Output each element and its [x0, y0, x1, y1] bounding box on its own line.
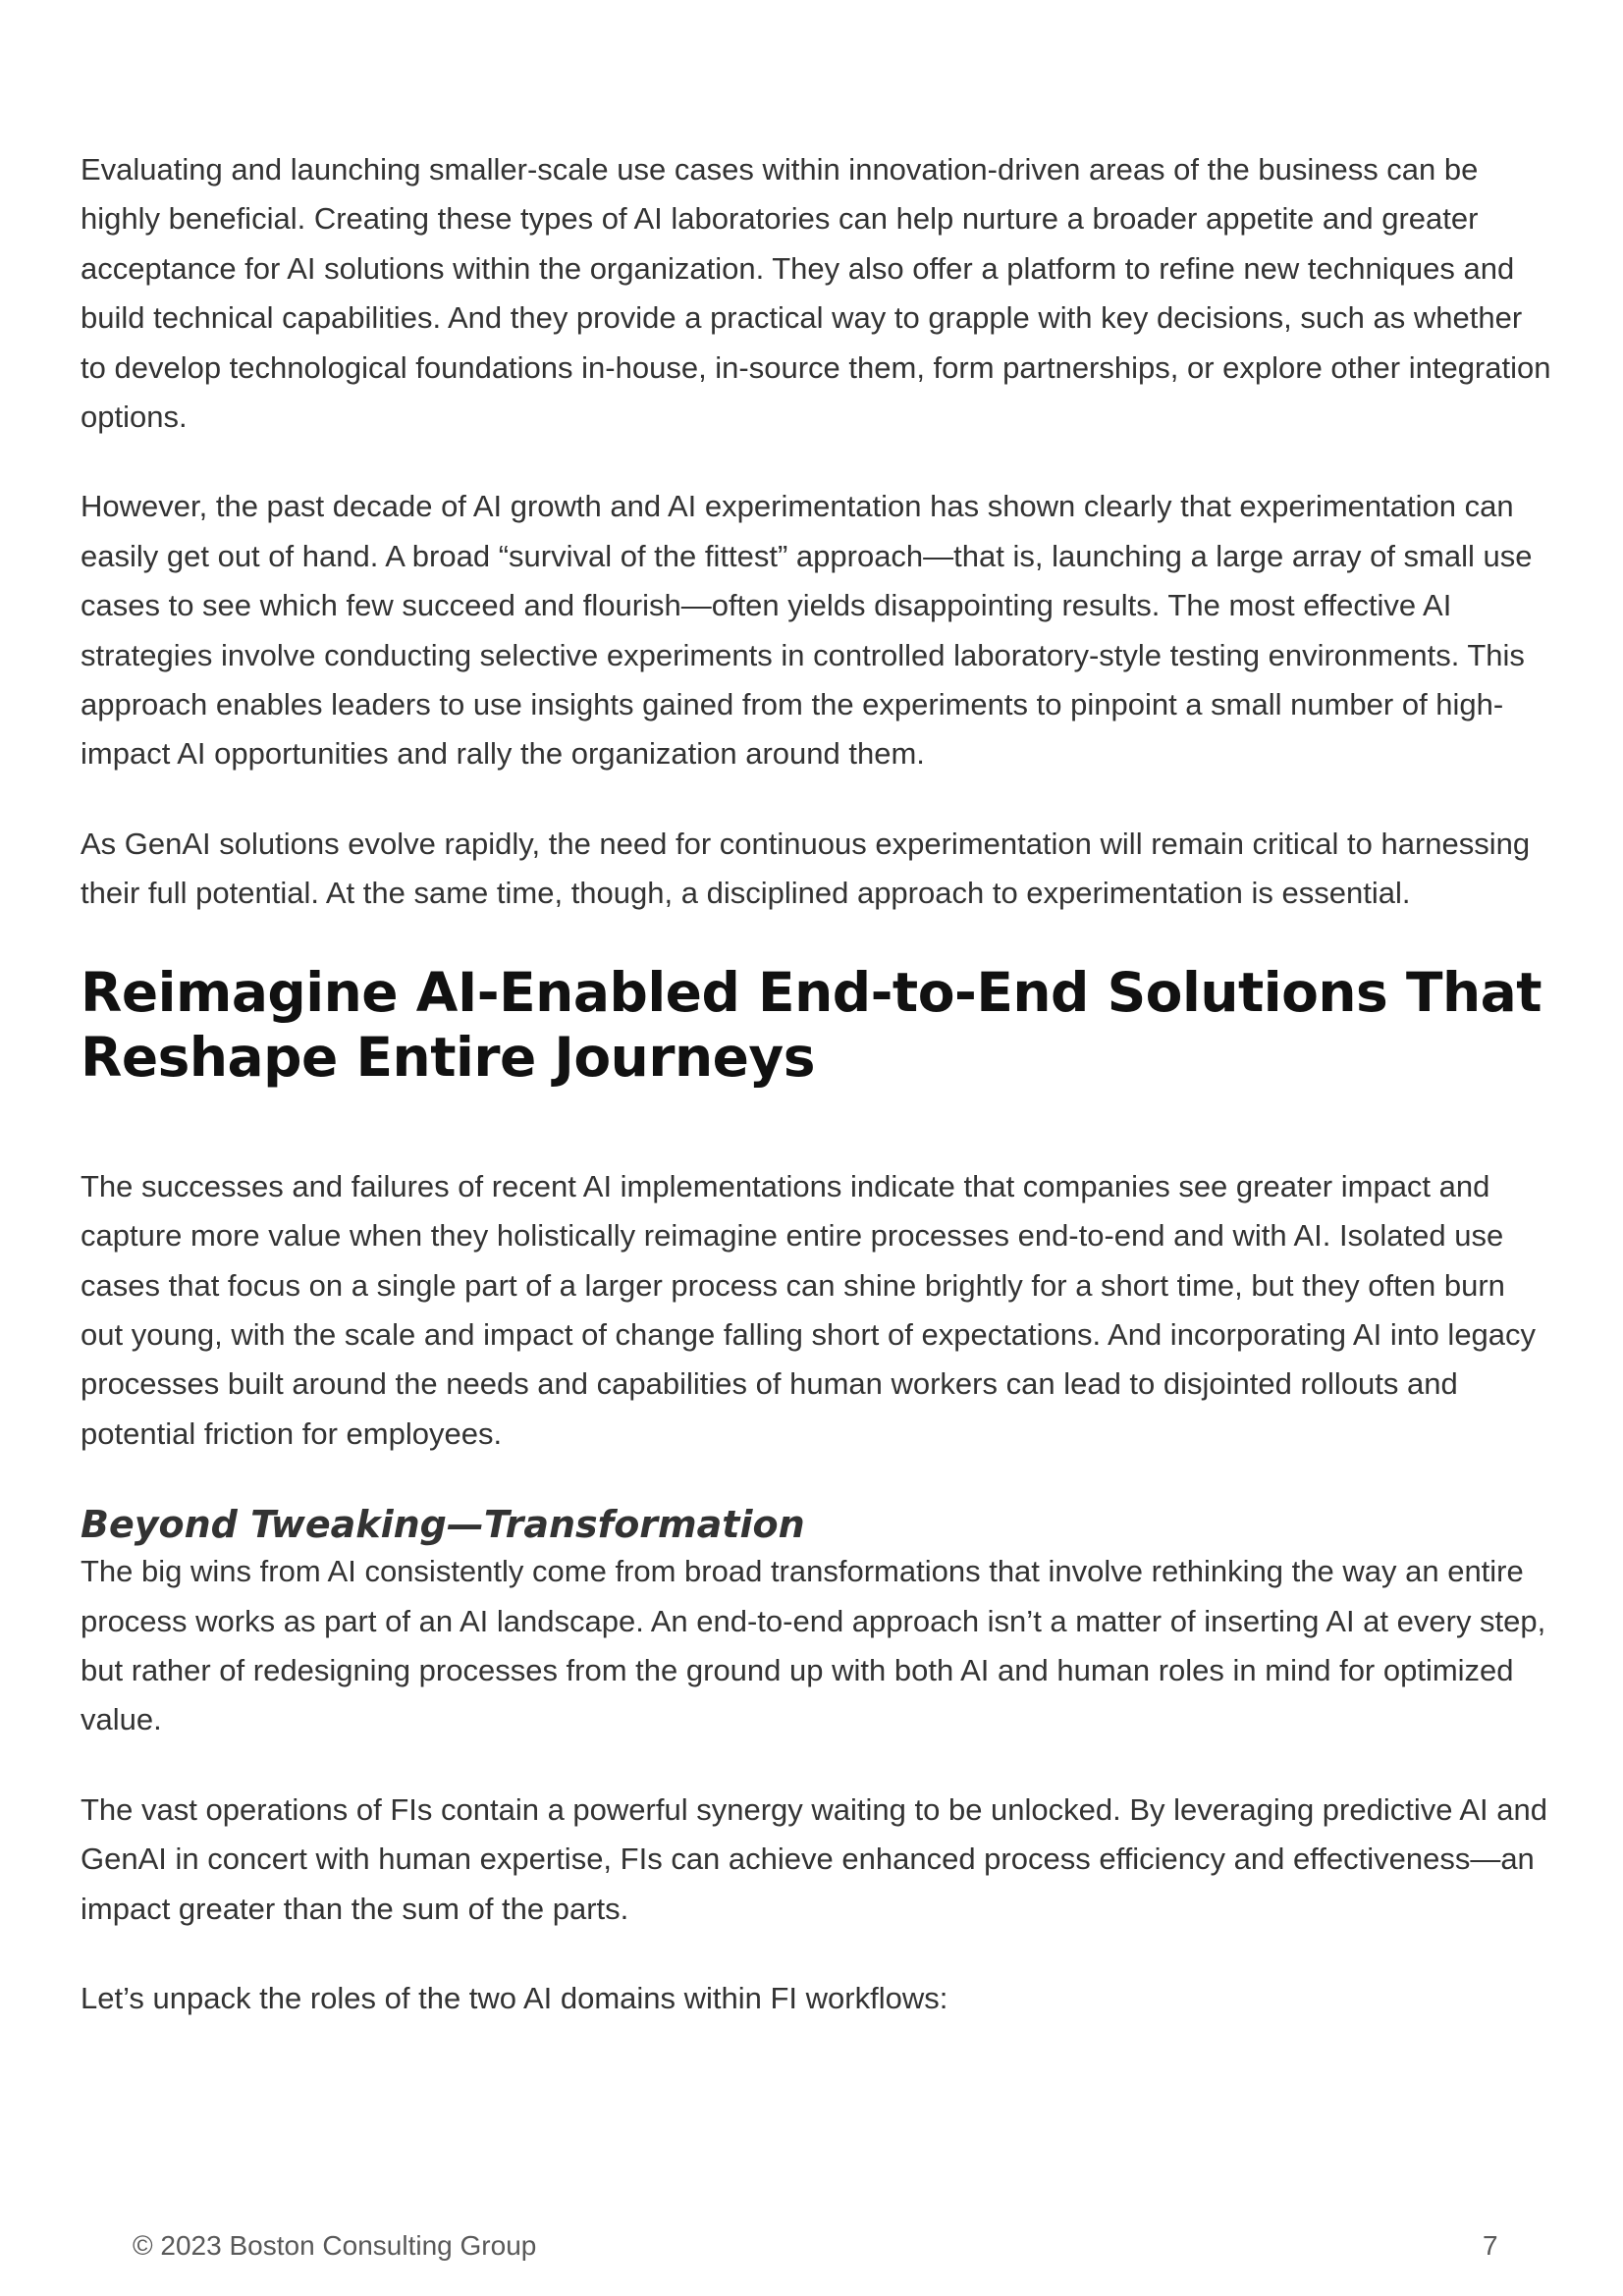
page-number: 7 — [1483, 2230, 1498, 2261]
sub-paragraph-1: The big wins from AI consistently come from broad transformations that involve rethinking the way an entire process works as part of an AI landscape. An end-to-end approach isn’t a matter of inserting AI at every step, but rather of redesigning processes from the ground up with both AI and human roles in mind for optimized value. — [81, 1554, 1546, 1737]
page-body — [81, 145, 1553, 2063]
footer-copyright: © 2023 Boston Consulting Group — [133, 2230, 537, 2261]
intro-paragraph-3: As GenAI solutions evolve rapidly, the need for continuous experimentation will remain critical to harnessing their full potential. At the same time, though, a disciplined approach to experimentation is essential. — [81, 826, 1531, 911]
section-paragraph: The successes and failures of recent AI implementations indicate that companies see greater impact and capture more value when they holistically reimagine entire processes end-to-end and with AI. Isolated use cases that focus on a single part of a larger process can shine brightly for a short time, but they often burn out young, with the scale and impact of change falling short of expectations. And incorporating AI into legacy processes built around the needs and capabilities of human workers can lead to disjointed rollouts and potential friction for employees. — [81, 1168, 1537, 1451]
intro-paragraph-1: Evaluating and launching smaller-scale use cases within innovation-driven areas of the business can be highly beneficial. Creating these types of AI laboratories can help nurture a broader appetite and greater acceptance for AI solutions within the organization. They also offer a platform to refine new techniques and build technical capabilities. And they provide a practical way to grapple with key decisions, such as whether to develop technological foundations in-house, in-source them, form partnerships, or explore other integration options. — [81, 152, 1551, 435]
sub-paragraph-3: Let’s unpack the roles of the two AI domains within FI workflows: — [81, 1980, 948, 2015]
subheading: Beyond Tweaking—Transformation — [81, 1503, 805, 1547]
intro-paragraph-2: However, the past decade of AI growth and AI experimentation has shown clearly that experimentation can easily get out of hand. A broad “survival of the fittest” approach—that is, launching a large array of small use cases to see which few succeed and flourish—often yields disappointing results. The most effective AI strategies involve conducting selective experiments in controlled laboratory-style testing environments. This approach enables leaders to use insights gained from the experiments to pinpoint a small number of high-impact AI opportunities and rally the organization around them. — [81, 489, 1533, 772]
section-heading: Reimagine AI-Enabled End-to-End Solutions That Reshape Entire Journeys — [81, 960, 1542, 1089]
sub-paragraph-2: The vast operations of FIs contain a powerful synergy waiting to be unlocked. By leveraging predictive AI and GenAI in concert with human expertise, FIs can achieve enhanced process efficiency and effectiveness—an impact greater than the sum of the parts. — [81, 1791, 1548, 1926]
